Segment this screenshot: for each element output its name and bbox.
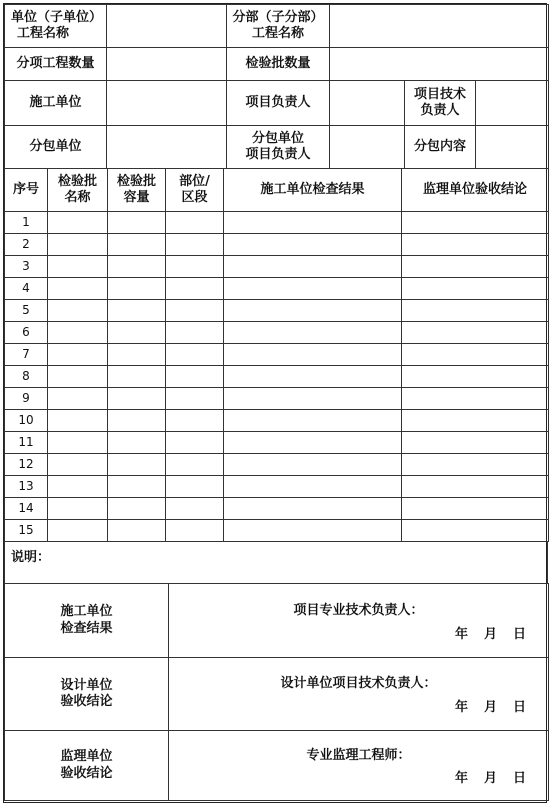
contractor-result-cell[interactable] xyxy=(224,322,402,344)
batch-capacity-cell[interactable] xyxy=(108,432,166,454)
row-number: 12 xyxy=(5,454,48,476)
division-label: 分部（子分部） 工程名称 xyxy=(227,5,330,48)
notes-table xyxy=(4,541,548,584)
table-row xyxy=(5,410,549,432)
table-row xyxy=(5,278,549,300)
contractor-result-cell[interactable] xyxy=(224,234,402,256)
batch-count-field[interactable] xyxy=(330,48,549,81)
tech-manager-field[interactable] xyxy=(476,81,549,126)
batch-name-cell[interactable] xyxy=(48,234,108,256)
supervisor-conclusion-cell[interactable] xyxy=(402,278,549,300)
location-cell[interactable] xyxy=(166,322,224,344)
tech-manager-label: 项目技术 负责人 xyxy=(405,81,476,126)
signoff-row xyxy=(5,584,549,658)
batch-name-cell[interactable] xyxy=(48,454,108,476)
batch-capacity-cell[interactable] xyxy=(108,410,166,432)
location-cell[interactable] xyxy=(166,410,224,432)
location-cell[interactable] xyxy=(166,432,224,454)
header-table xyxy=(4,4,549,169)
signoff-row xyxy=(5,658,549,731)
row-number: 1 xyxy=(5,212,48,234)
supervisor-conclusion-cell[interactable] xyxy=(402,234,549,256)
col-contractor-result: 施工单位检查结果 xyxy=(224,169,402,212)
batch-capacity-cell[interactable] xyxy=(108,388,166,410)
location-cell[interactable] xyxy=(166,498,224,520)
batch-capacity-cell[interactable] xyxy=(108,212,166,234)
sub-content-label: 分包内容 xyxy=(405,126,476,169)
signoff-date: 年 月 日 xyxy=(454,626,526,642)
location-cell[interactable] xyxy=(166,278,224,300)
supervisor-conclusion-cell[interactable] xyxy=(402,498,549,520)
table-row xyxy=(5,454,549,476)
supervisor-conclusion-cell[interactable] xyxy=(402,300,549,322)
table-row xyxy=(5,476,549,498)
batch-capacity-cell[interactable] xyxy=(108,366,166,388)
contractor-result-cell[interactable] xyxy=(224,520,402,542)
subitem-count-label: 分项工程数量 xyxy=(5,48,107,81)
signoff-table xyxy=(4,583,549,801)
division-field[interactable] xyxy=(330,5,549,48)
batch-name-cell[interactable] xyxy=(48,212,108,234)
contractor-result-cell[interactable] xyxy=(224,388,402,410)
batch-capacity-cell[interactable] xyxy=(108,300,166,322)
table-row xyxy=(5,322,549,344)
subcontractor-label: 分包单位 xyxy=(5,126,107,169)
row-number: 14 xyxy=(5,498,48,520)
signer-label: 专业监理工程师： xyxy=(306,748,411,764)
batch-capacity-cell[interactable] xyxy=(108,234,166,256)
batch-name-cell[interactable] xyxy=(48,366,108,388)
batch-count-label: 检验批数量 xyxy=(227,48,330,81)
supervisor-conclusion-cell[interactable] xyxy=(402,322,549,344)
contractor-result-cell[interactable] xyxy=(224,498,402,520)
batch-name-cell[interactable] xyxy=(48,388,108,410)
table-row xyxy=(5,498,549,520)
batch-name-cell[interactable] xyxy=(48,256,108,278)
contractor-result-cell[interactable] xyxy=(224,454,402,476)
signoff-field[interactable] xyxy=(169,584,549,658)
row-number: 8 xyxy=(5,366,48,388)
batch-name-cell[interactable] xyxy=(48,432,108,454)
inspection-form xyxy=(3,3,547,803)
batch-capacity-cell[interactable] xyxy=(108,476,166,498)
location-cell[interactable] xyxy=(166,234,224,256)
row-number: 11 xyxy=(5,432,48,454)
row-number: 7 xyxy=(5,344,48,366)
contractor-result-cell[interactable] xyxy=(224,212,402,234)
supervisor-conclusion-cell[interactable] xyxy=(402,344,549,366)
sub-content-field[interactable] xyxy=(476,126,549,169)
sub-manager-field[interactable] xyxy=(330,126,405,169)
row-number: 4 xyxy=(5,278,48,300)
table-row xyxy=(5,256,549,278)
supervisor-conclusion-cell[interactable] xyxy=(402,388,549,410)
supervisor-conclusion-cell[interactable] xyxy=(402,432,549,454)
note-label: 说明： xyxy=(11,550,51,565)
batch-name-cell[interactable] xyxy=(48,300,108,322)
contractor-field[interactable] xyxy=(107,81,227,126)
table-row xyxy=(5,212,549,234)
batch-capacity-cell[interactable] xyxy=(108,278,166,300)
contractor-result-cell[interactable] xyxy=(224,278,402,300)
contractor-result-cell[interactable] xyxy=(224,300,402,322)
unit-project-field[interactable] xyxy=(107,5,227,48)
signoff-row xyxy=(5,731,549,801)
batch-name-cell[interactable] xyxy=(48,344,108,366)
table-row xyxy=(5,388,549,410)
project-manager-label: 项目负责人 xyxy=(227,81,330,126)
batch-name-cell[interactable] xyxy=(48,322,108,344)
location-cell[interactable] xyxy=(166,454,224,476)
supervisor-conclusion-cell[interactable] xyxy=(402,454,549,476)
col-location: 部位/ 区段 xyxy=(166,169,224,212)
batch-name-cell[interactable] xyxy=(48,410,108,432)
batch-name-cell[interactable] xyxy=(48,278,108,300)
row-number: 9 xyxy=(5,388,48,410)
subcontractor-field[interactable] xyxy=(107,126,227,169)
col-batch-name: 检验批 名称 xyxy=(48,169,108,212)
row-number: 5 xyxy=(5,300,48,322)
row-number: 15 xyxy=(5,520,48,542)
supervisor-conclusion-cell[interactable] xyxy=(402,476,549,498)
table-row xyxy=(5,432,549,454)
sub-manager-label: 分包单位 项目负责人 xyxy=(227,126,330,169)
signoff-field[interactable] xyxy=(169,658,549,731)
contractor-result-cell[interactable] xyxy=(224,256,402,278)
supervisor-conclusion-cell[interactable] xyxy=(402,366,549,388)
batch-name-cell[interactable] xyxy=(48,520,108,542)
row-number: 10 xyxy=(5,410,48,432)
project-manager-field[interactable] xyxy=(330,81,405,126)
subitem-count-field[interactable] xyxy=(107,48,227,81)
location-cell[interactable] xyxy=(166,212,224,234)
location-cell[interactable] xyxy=(166,366,224,388)
table-row xyxy=(5,234,549,256)
batch-table xyxy=(4,168,549,542)
signoff-label: 监理单位 验收结论 xyxy=(5,731,169,801)
table-row xyxy=(5,520,549,542)
contractor-label: 施工单位 xyxy=(5,81,107,126)
supervisor-conclusion-cell[interactable] xyxy=(402,212,549,234)
signer-label: 设计单位项目技术负责人： xyxy=(280,676,437,692)
batch-capacity-cell[interactable] xyxy=(108,322,166,344)
location-cell[interactable] xyxy=(166,256,224,278)
row-number: 13 xyxy=(5,476,48,498)
batch-capacity-cell[interactable] xyxy=(108,520,166,542)
signoff-label: 设计单位 验收结论 xyxy=(5,658,169,731)
contractor-result-cell[interactable] xyxy=(224,432,402,454)
col-batch-capacity: 检验批 容量 xyxy=(108,169,166,212)
signoff-date: 年 月 日 xyxy=(454,700,526,716)
contractor-result-cell[interactable] xyxy=(224,410,402,432)
contractor-result-cell[interactable] xyxy=(224,344,402,366)
supervisor-conclusion-cell[interactable] xyxy=(402,410,549,432)
batch-capacity-cell[interactable] xyxy=(108,344,166,366)
signoff-field[interactable] xyxy=(169,731,549,801)
location-cell[interactable] xyxy=(166,300,224,322)
batch-capacity-cell[interactable] xyxy=(108,256,166,278)
table-row xyxy=(5,366,549,388)
signer-label: 项目专业技术负责人： xyxy=(293,602,424,618)
col-seq: 序号 xyxy=(5,169,48,212)
row-number: 2 xyxy=(5,234,48,256)
batch-capacity-cell[interactable] xyxy=(108,454,166,476)
batch-name-cell[interactable] xyxy=(48,498,108,520)
batch-capacity-cell[interactable] xyxy=(108,498,166,520)
location-cell[interactable] xyxy=(166,388,224,410)
table-row xyxy=(5,344,549,366)
note-field[interactable] xyxy=(5,542,548,584)
signoff-date: 年 月 日 xyxy=(454,771,526,787)
signoff-label: 施工单位 检查结果 xyxy=(5,584,169,658)
contractor-result-cell[interactable] xyxy=(224,366,402,388)
unit-project-label: 单位（子单位） 工程名称 xyxy=(5,5,107,48)
row-number: 3 xyxy=(5,256,48,278)
row-number: 6 xyxy=(5,322,48,344)
contractor-result-cell[interactable] xyxy=(224,476,402,498)
location-cell[interactable] xyxy=(166,520,224,542)
supervisor-conclusion-cell[interactable] xyxy=(402,520,549,542)
batch-name-cell[interactable] xyxy=(48,476,108,498)
col-supervisor-conclusion: 监理单位验收结论 xyxy=(402,169,549,212)
location-cell[interactable] xyxy=(166,344,224,366)
supervisor-conclusion-cell[interactable] xyxy=(402,256,549,278)
table-row xyxy=(5,300,549,322)
location-cell[interactable] xyxy=(166,476,224,498)
